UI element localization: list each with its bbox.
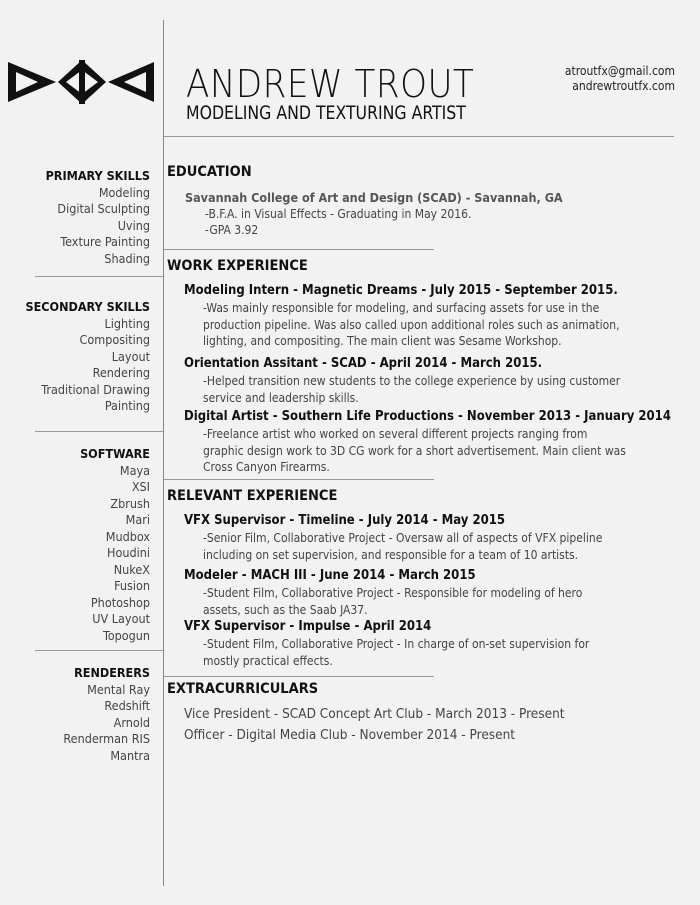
sidebar-divider <box>35 276 163 277</box>
skill-item: Lighting <box>104 315 150 331</box>
software-item: UV Layout <box>92 611 150 626</box>
skill-item: Compositing <box>79 332 150 347</box>
software-item: Zbrush <box>110 495 150 511</box>
primary-skills-heading: PRIMARY SKILLS <box>45 168 150 183</box>
section-divider <box>164 479 434 480</box>
software-item: Mudbox <box>105 528 150 544</box>
renderers-section <box>63 665 150 764</box>
job-title: VFX Supervisor - Timeline - July 2014 - May 2015 <box>184 513 506 528</box>
renderer-item: Mantra <box>110 747 150 763</box>
job-description: -Helped transition new students to the college experience by using customer service and leadership skills. <box>203 374 621 405</box>
software-item: Mari <box>125 512 150 527</box>
job-title: VFX Supervisor - Impulse - April 2014 <box>184 619 432 634</box>
work-heading: WORK EXPERIENCE <box>167 258 308 274</box>
renderer-item: Renderman RIS <box>63 731 150 746</box>
software-item: NukeX <box>113 561 150 577</box>
renderer-item: Redshift <box>104 698 150 713</box>
secondary-skills-section <box>25 299 150 415</box>
renderers-heading: RENDERERS <box>74 665 150 680</box>
skill-item: Painting <box>104 398 150 413</box>
extracurricular-item: Vice President - SCAD Concept Art Club - March 2013 - Present <box>184 706 565 722</box>
software-heading: SOFTWARE <box>80 446 150 461</box>
section-divider <box>164 249 434 250</box>
logo-icon <box>6 58 156 108</box>
skill-item: Shading <box>104 250 150 266</box>
skill-item: Layout <box>111 348 150 364</box>
software-item: Houdini <box>107 545 150 560</box>
software-item: Maya <box>119 462 150 478</box>
job-description: -Was mainly responsible for modeling, and surfacing assets for use in the production pipeline. Was also called upon additional roles such as animation, lighting, and compositing. The main client was Sesame Workshop. <box>203 301 620 348</box>
education-line: -B.F.A. in Visual Effects - Graduating in May 2016. <box>205 207 472 221</box>
job-description: -Student Film, Collaborative Project - Responsible for modeling of hero assets, such as the Saab JA37. <box>203 586 583 617</box>
job-title: Digital Artist - Southern Life Productions - November 2013 - January 2014 <box>184 409 671 424</box>
relevant-heading: RELEVANT EXPERIENCE <box>167 488 338 504</box>
school-name: Savannah College of Art and Design (SCAD) - Savannah, GA <box>185 190 563 205</box>
skill-item: Modeling <box>98 184 150 200</box>
resume-title: MODELING AND TEXTURING ARTIST <box>186 102 466 124</box>
section-divider <box>164 676 434 677</box>
job-title: Modeling Intern - Magnetic Dreams - July 2015 - September 2015. <box>184 283 618 298</box>
secondary-skills-heading: SECONDARY SKILLS <box>25 299 150 314</box>
education-line: -GPA 3.92 <box>205 223 259 237</box>
education-heading: EDUCATION <box>167 164 252 180</box>
skill-item: Texture Painting <box>60 234 150 249</box>
job-description: -Senior Film, Collaborative Project - Oversaw all of aspects of VFX pipeline including on set supervision, and responsible for a team of 10 artists. <box>203 531 603 562</box>
skill-item: Rendering <box>92 365 150 380</box>
primary-skills-section <box>46 168 150 267</box>
job-description: -Student Film, Collaborative Project - In charge of on-set supervision for mostly practical effects. <box>203 637 590 668</box>
renderer-item: Arnold <box>113 714 150 730</box>
software-section <box>80 446 150 644</box>
vertical-divider <box>163 20 164 886</box>
skill-item: Digital Sculpting <box>57 201 150 216</box>
contact-block <box>565 64 675 94</box>
extracurricular-item: Officer - Digital Media Club - November 2014 - Present <box>184 727 516 743</box>
extracurriculars-heading: EXTRACURRICULARS <box>167 681 319 697</box>
job-title: Modeler - MACH III - June 2014 - March 2015 <box>184 568 476 583</box>
skill-item: Traditional Drawing <box>41 381 150 397</box>
skill-item: Uving <box>117 217 150 233</box>
job-title: Orientation Assitant - SCAD - April 2014 - March 2015. <box>184 356 543 371</box>
sidebar-divider <box>35 431 163 432</box>
website-link[interactable]: andrewtroutfx.com <box>572 79 675 93</box>
software-item: Photoshop <box>90 594 150 610</box>
sidebar-divider <box>35 650 163 651</box>
software-item: Topogun <box>102 627 150 643</box>
email-link[interactable]: atroutfx@gmail.com <box>564 64 675 78</box>
job-description: -Freelance artist who worked on several different projects ranging from graphic design work to 3D CG work for a short advertisement. Main client was Cross Canyon Firearms. <box>203 427 626 474</box>
header-divider <box>164 136 674 137</box>
resume-name: ANDREW TROUT <box>186 62 475 106</box>
renderer-item: Mental Ray <box>87 681 150 697</box>
software-item: XSI <box>131 479 150 494</box>
software-item: Fusion <box>114 578 150 593</box>
